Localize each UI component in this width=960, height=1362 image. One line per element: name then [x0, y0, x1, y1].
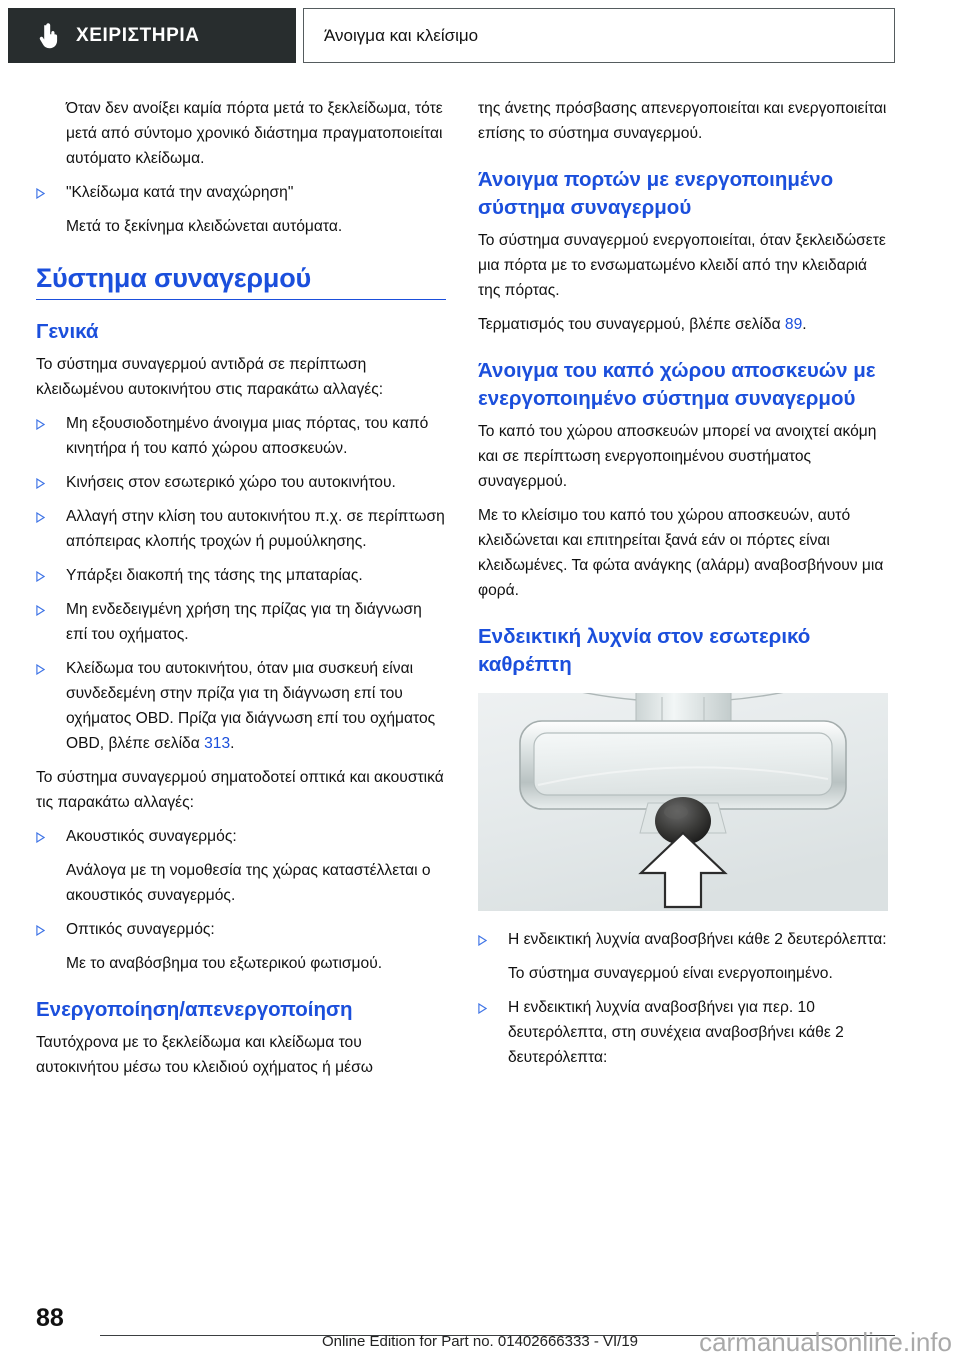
page-header: [0, 8, 960, 66]
edition-note: Online Edition for Part no. 01402666333 - VI/19: [321, 1333, 639, 1350]
trunk-text-1: Το καπό του χώρου αποσκευών μπορεί να ανοιχτεί ακόμη και σε περίπτωση ενεργοποιημένου συστήματος συναγερμού.: [478, 423, 877, 490]
page-reference-link[interactable]: 313: [204, 735, 231, 752]
triangle-bullet-icon: [478, 927, 508, 946]
watermark: carmanualsonline.info: [699, 1327, 952, 1357]
mirror-detail-1: Το σύστημα συναγερμού είναι ενεργοποιημένο.: [508, 965, 833, 982]
triangle-bullet-icon: [36, 656, 66, 675]
list-item-label: Υπάρξει διακοπή της τάσης της μπαταρίας.: [66, 567, 363, 584]
list-item: [36, 824, 446, 849]
list-item-label: [66, 656, 446, 756]
section-rule: [36, 299, 446, 300]
list-item: [478, 927, 888, 952]
page-number: 88: [36, 1304, 64, 1332]
signals-detail-2: Με το αναβόσβημα του εξωτερικού φωτισμού.: [66, 955, 383, 972]
list-item-obd: [36, 656, 446, 756]
continuation-text: της άνετης πρόσβασης απενεργοποιείται και ενεργοποιείται επίσης το σύστημα συναγερμού.: [478, 100, 887, 142]
triangle-bullet-icon: [36, 411, 66, 430]
list-item-label: Κινήσεις στον εσωτερικό χώρο του αυτοκινήτου.: [66, 474, 396, 491]
rearview-mirror-illustration: [478, 693, 888, 911]
activation-text: Ταυτόχρονα με το ξεκλείδωμα και κλείδωμα του αυτοκινήτου μέσω του κλειδιού οχήματος ή μέσω: [36, 1034, 373, 1076]
triangle-bullet-icon: [36, 917, 66, 936]
subsection-title-activation: Ενεργοποίηση/απενεργοποίηση: [36, 998, 353, 1021]
triangle-bullet-icon: [36, 470, 66, 489]
doors-text: Το σύστημα συναγερμού ενεργοποιείται, όταν ξεκλειδώσετε μια πόρτα με το ενσωματωμένο κλειδί από την κλειδαριά της πόρτας.: [478, 232, 886, 299]
left-column: [36, 96, 446, 1089]
general-intro: Το σύστημα συναγερμού αντιδρά σε περίπτωση κλειδωμένου αυτοκινήτου στις παρακάτω αλλαγές:: [36, 356, 384, 398]
subsection-title-trunk: Άνοιγμα του καπό χώρου αποσκευών με ενεργοποιημένο σύστημα συναγερμού: [478, 359, 876, 410]
list-item: [36, 180, 446, 205]
list-item-label: Ακουστικός συναγερμός:: [66, 828, 237, 845]
subsection-title-mirror: Ενδεικτική λυχνία στον εσωτερικό καθρέπτη: [478, 625, 811, 676]
list-item: [36, 411, 446, 461]
list-item-label: "Κλείδωμα κατά την αναχώρηση": [66, 184, 294, 201]
chapter-tab[interactable]: [8, 8, 296, 63]
intro-bullet-detail: Μετά το ξεκίνημα κλειδώνεται αυτόματα.: [66, 218, 343, 235]
triangle-bullet-icon: [478, 995, 508, 1014]
list-item: [36, 470, 446, 495]
right-column: [478, 96, 888, 1079]
section-tab[interactable]: [303, 8, 895, 63]
list-item: [36, 597, 446, 647]
page-title: Σύστημα συναγερμού: [36, 263, 312, 293]
triangle-bullet-icon: [36, 563, 66, 582]
list-item: [36, 563, 446, 588]
list-item: [36, 504, 446, 554]
signals-intro: Το σύστημα συναγερμού σηματοδοτεί οπτικά και ακουστικά τις παρακάτω αλλαγές:: [36, 769, 444, 811]
obd-text-prefix: Κλείδωμα του αυτοκινήτου, όταν μια συσκευή είναι συνδεδεμένη στην πρίζα για τη διάγνωση επί του οχήματος OBD. Πρίζα για διάγνωση επί του οχήματος OBD, βλέπε σελίδα: [66, 660, 436, 752]
list-item-label: Οπτικός συναγερμός:: [66, 921, 215, 938]
page-reference-link[interactable]: 89: [784, 316, 803, 333]
list-item-label: Αλλαγή στην κλίση του αυτοκινήτου π.χ. σε περίπτωση απόπειρας κλοπής τροχών ή ρυμούλκησης.: [66, 508, 445, 550]
section-label: Άνοιγμα και κλείσιμο: [324, 26, 479, 45]
subsection-title-general: Γενικά: [36, 320, 99, 343]
obd-text-suffix: .: [230, 735, 235, 752]
intro-paragraph: Όταν δεν ανοίξει καμία πόρτα μετά το ξεκλείδωμα, τότε μετά από σύντομο χρονικό διάστημα πραγματοποιείται αυτόματο κλείδωμα.: [66, 100, 443, 167]
list-item-label: Μη ενδεδειγμένη χρήση της πρίζας για τη διάγνωση επί του οχήματος.: [66, 601, 422, 643]
doors-reference: [478, 312, 888, 337]
list-item: [36, 917, 446, 942]
doors-ref-prefix: Τερματισμός του συναγερμού, βλέπε σελίδα: [478, 316, 785, 333]
pointing-hand-icon: [38, 23, 60, 49]
trunk-text-2: Με το κλείσιμο του καπό του χώρου αποσκευών, αυτό κλειδώνεται και επιτηρείται ξανά εάν οι πόρτες είναι κλειδωμένες. Τα φώτα ανάγκης (αλάρμ) αναβοσβήνουν μια φορά.: [478, 507, 884, 599]
signals-detail-1: Ανάλογα με τη νομοθεσία της χώρας καταστέλλεται ο ακουστικός συναγερμός.: [66, 862, 431, 904]
list-item: [478, 995, 888, 1070]
triangle-bullet-icon: [36, 180, 66, 199]
list-item-label: Η ενδεικτική λυχνία αναβοσβήνει κάθε 2 δευτερόλεπτα:: [508, 931, 887, 948]
triangle-bullet-icon: [36, 504, 66, 523]
list-item-label: Η ενδεικτική λυχνία αναβοσβήνει για περ. 10 δευτερόλεπτα, στη συνέχεια αναβοσβήνει κάθε 2 δευτερόλεπτα:: [508, 999, 844, 1066]
triangle-bullet-icon: [36, 597, 66, 616]
subsection-title-doors: Άνοιγμα πορτών με ενεργοποιημένο σύστημα συναγερμού: [478, 168, 834, 219]
triangle-bullet-icon: [36, 824, 66, 843]
doors-ref-suffix: .: [802, 316, 807, 333]
list-item-label: Μη εξουσιοδοτημένο άνοιγμα μιας πόρτας, του καπό κινητήρα ή του καπό χώρου αποσκευών.: [66, 415, 429, 457]
page-footer: [0, 1290, 960, 1362]
chapter-label: ΧΕΙΡΙΣΤΗΡΙΑ: [76, 25, 200, 46]
